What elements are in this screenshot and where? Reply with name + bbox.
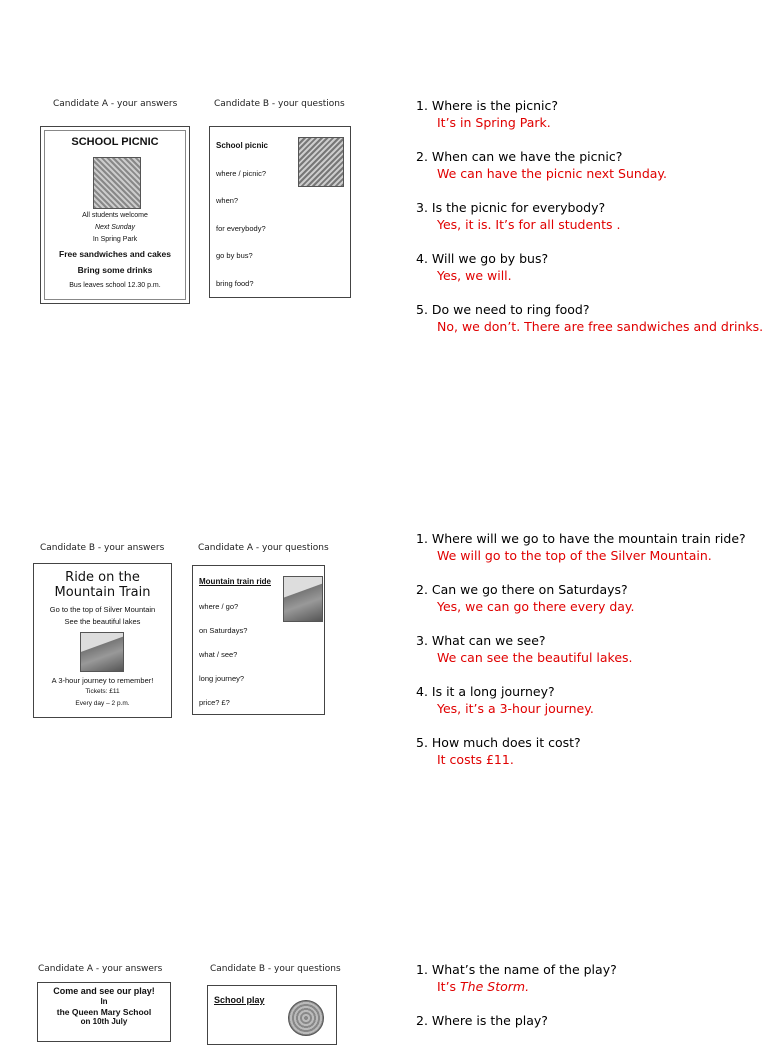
card-line: Bring some drinks	[77, 265, 153, 275]
candidate-b-label: Candidate B - your answers	[40, 543, 165, 553]
card-line: In	[100, 997, 108, 1006]
question: 4. Will we go by bus?	[416, 251, 549, 266]
question-item: where / picnic?	[216, 169, 267, 178]
candidate-b-label: Candidate B - your questions	[214, 99, 345, 109]
card-title: School play	[214, 995, 265, 1005]
answer	[416, 978, 766, 995]
answer: Yes, we will.	[437, 268, 512, 283]
question-item: for everybody?	[216, 224, 266, 233]
card-line: Go to the top of Silver Mountain	[49, 605, 156, 614]
question-item: bring food?	[216, 279, 254, 288]
question: 1. Where is the picnic?	[416, 98, 559, 113]
answer-play-title: The Storm.	[460, 979, 530, 994]
card-title: SCHOOL PICNIC	[71, 136, 159, 148]
candidate-a-label: Candidate A - your answers	[53, 99, 178, 109]
card-line: In Spring Park	[92, 236, 138, 243]
card-line: Tickets: £11	[85, 688, 120, 695]
card-line: Come and see our play!	[53, 986, 155, 996]
card-line: Every day – 2 p.m.	[75, 700, 130, 707]
answer: We can see the beautiful lakes.	[437, 650, 633, 665]
question: 3. What can we see?	[416, 633, 546, 648]
card-line: All students welcome	[82, 212, 148, 219]
question: 4. Is it a long journey?	[416, 684, 555, 699]
question: 5. How much does it cost?	[416, 735, 581, 750]
card-title: Mountain train ride	[199, 577, 271, 586]
answer: We will go to the top of the Silver Mountain.	[437, 548, 712, 563]
question: 1. Where will we go to have the mountain train ride?	[416, 531, 746, 546]
question-item: go by bus?	[216, 251, 253, 260]
question-item: long journey?	[199, 674, 245, 683]
theatre-masks-picture	[288, 1000, 324, 1036]
question: 5. Do we need to ring food?	[416, 302, 590, 317]
answer: It’s in Spring Park.	[437, 115, 551, 130]
question-item: on Saturdays?	[199, 626, 248, 635]
question-item: what / see?	[199, 650, 238, 659]
card-line: on 10th July	[80, 1017, 128, 1026]
question: 1. What’s the name of the play?	[416, 962, 617, 977]
answer: No, we don’t. There are free sandwiches and drinks.	[437, 319, 764, 334]
question-item: when?	[216, 196, 239, 205]
card-line: Free sandwiches and cakes	[59, 249, 171, 259]
school-play-card	[37, 982, 171, 1042]
question: 2. When can we have the picnic?	[416, 149, 623, 164]
question-item: price? £?	[199, 698, 230, 707]
answer: Yes, it’s a 3-hour journey.	[437, 701, 594, 716]
answer: Yes, we can go there every day.	[437, 599, 635, 614]
answer: It costs £11.	[437, 752, 514, 767]
candidate-b-label: Candidate B - your questions	[210, 964, 341, 974]
candidate-a-label: Candidate A - your answers	[38, 964, 163, 974]
card-title: Mountain Train	[54, 585, 151, 600]
answer: Yes, it is. It’s for all students .	[437, 217, 621, 232]
card-line: A 3-hour journey to remember!	[51, 676, 154, 685]
card-title: Ride on the	[65, 570, 140, 585]
card-title: School picnic	[216, 141, 269, 150]
card-line: See the beautiful lakes	[64, 617, 141, 626]
card-line: Next Sunday	[94, 224, 136, 231]
question: 3. Is the picnic for everybody?	[416, 200, 606, 215]
candidate-a-label: Candidate A - your questions	[198, 543, 329, 553]
question-item: where / go?	[199, 602, 239, 611]
school-play-questions-card	[207, 985, 337, 1045]
question: 2. Can we go there on Saturdays?	[416, 582, 628, 597]
question: 2. Where is the play?	[416, 1013, 548, 1028]
qa-list	[416, 961, 766, 1046]
card-line: the Queen Mary School	[56, 1007, 152, 1017]
answer: We can have the picnic next Sunday.	[437, 166, 667, 181]
answer-prefix: It’s	[437, 979, 461, 994]
card-line: Bus leaves school 12.30 p.m.	[69, 282, 161, 289]
